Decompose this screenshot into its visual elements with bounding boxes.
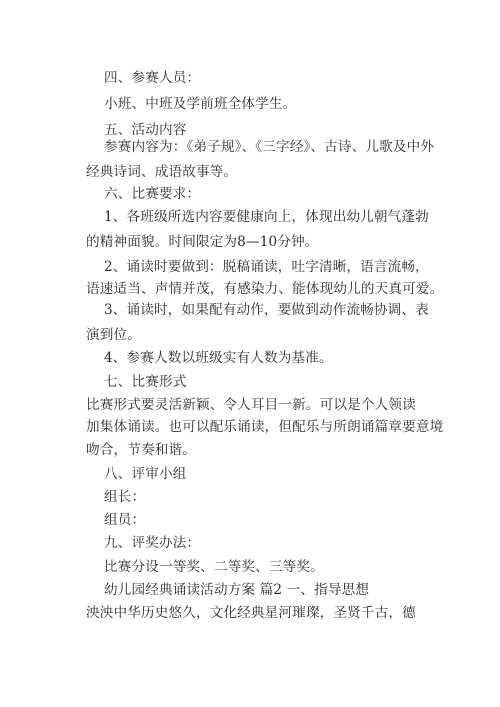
paragraph-line: 泱泱中华历史悠久，文化经典星河璀璨，圣贤千古，德: [86, 605, 416, 621]
paragraph-line: 小班、中班及学前班全体学生。: [104, 96, 297, 112]
paragraph-line: 1、各班级所选内容要健康向上，体现出幼儿朝气蓬勃: [104, 209, 429, 225]
paragraph-line: 3、诵读时，如果配有动作，要做到动作流畅协调、表: [104, 302, 429, 318]
paragraph-line: 组长：: [104, 489, 146, 505]
paragraph-line: 的精神面貌。时间限定为8—10分钟。: [86, 234, 319, 250]
paragraph-line: 4、参赛人数以班级实有人数为基准。: [104, 350, 333, 366]
paragraph-line: 吻合，节奏和谐。: [86, 442, 196, 458]
paragraph-line: 比赛形式要灵活新颖、令人耳目一新。可以是个人领读: [86, 397, 416, 413]
paragraph-line: 语速适当、声情并茂，有感染力、能体现幼儿的天真可爱。: [86, 281, 444, 297]
paragraph-line: 经典诗词、成语故事等。: [86, 164, 238, 180]
heading-judging-panel: 八、评审小组: [104, 466, 187, 482]
heading-activity-content: 五、活动内容: [104, 122, 187, 138]
paragraph-line: 演到位。: [86, 327, 141, 343]
article-title-line: 幼儿园经典诵读活动方案 篇2 一、指导思想: [104, 582, 370, 598]
paragraph-line: 2、诵读时要做到：脱稿诵读，吐字清晰，语言流畅，: [104, 259, 429, 275]
heading-requirements: 六、比赛要求：: [104, 186, 201, 202]
paragraph-line: 组员：: [104, 512, 146, 528]
paragraph-line: 加集体诵读。也可以配乐诵读，但配乐与所朗诵篇章要意境: [86, 419, 444, 435]
paragraph-line: 参赛内容为：《弟子规》、《三字经》、古诗、儿歌及中外: [104, 139, 435, 155]
heading-award-method: 九、评奖办法：: [104, 535, 201, 551]
heading-competition-format: 七、比赛形式: [104, 374, 187, 390]
paragraph-line: 比赛分设一等奖、二等奖、三等奖。: [104, 559, 324, 575]
heading-participants: 四、参赛人员：: [104, 70, 201, 86]
